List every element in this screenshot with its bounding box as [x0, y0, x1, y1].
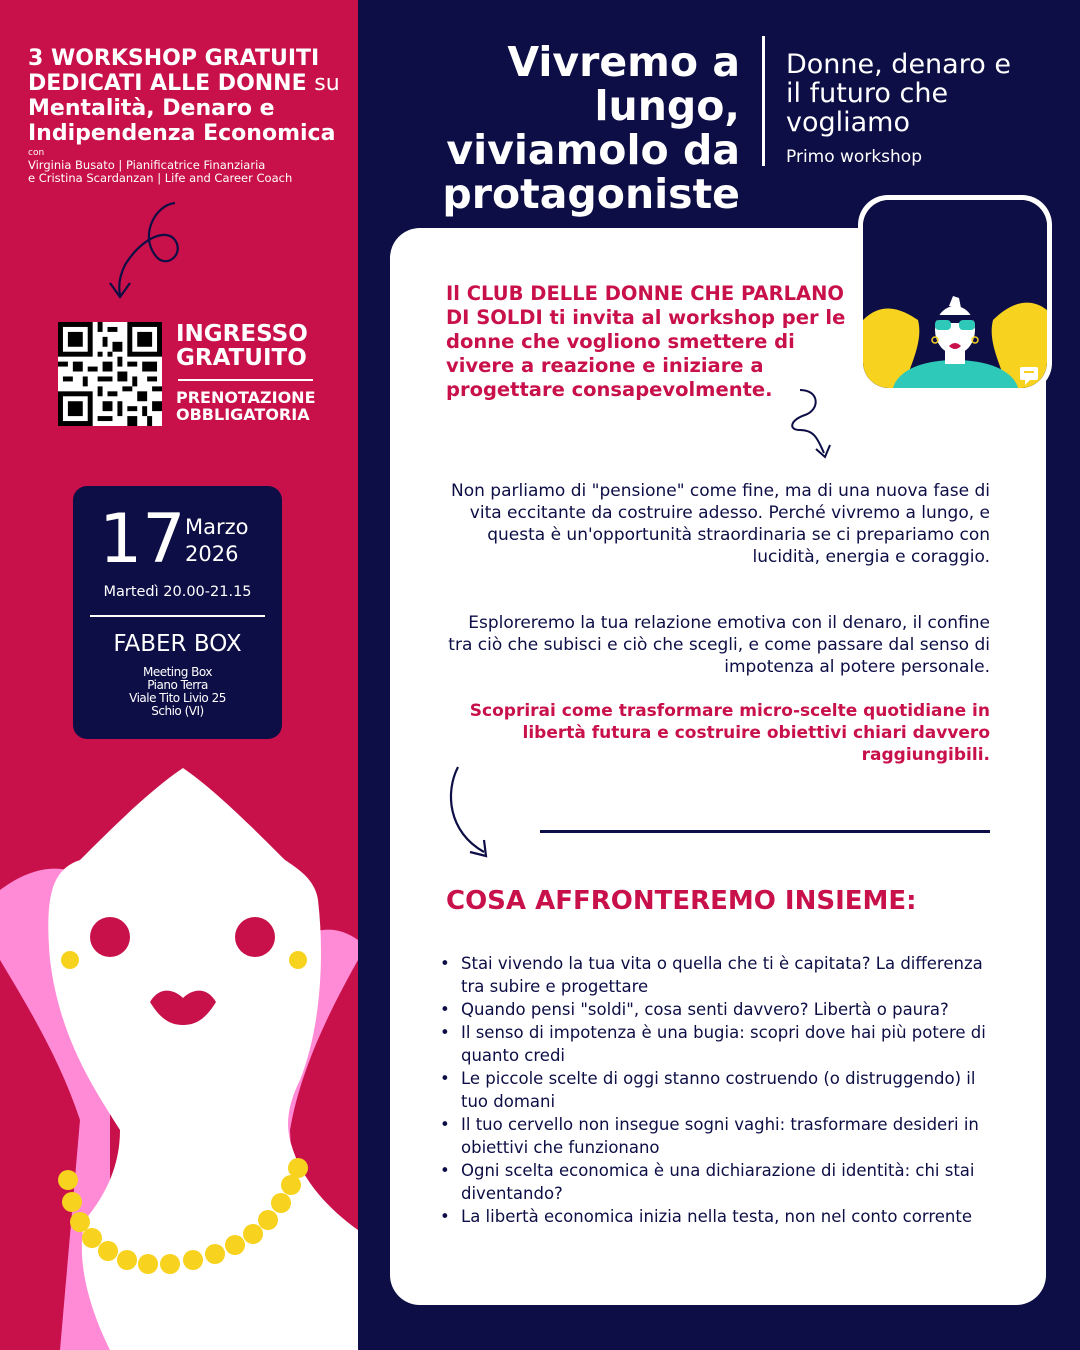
subtitle — [786, 50, 1046, 137]
event-address — [73, 666, 282, 718]
left-heading — [28, 46, 348, 185]
chat-icon — [1017, 362, 1043, 388]
arrow-curly-icon — [100, 195, 190, 305]
ingresso-divider — [178, 379, 313, 381]
arrow-curve-icon — [440, 762, 500, 862]
address-line: Schio (VI) — [151, 704, 204, 718]
paragraph-1: Non parliamo di "pensione" come fine, ma di una nuova fase di vita eccitante da costruire adesso. Perché vivremo a lungo, e questa è un'opportunità straordinaria se ci prepariamo con lucidità, energia e coraggio. — [451, 481, 990, 567]
topics-list — [440, 952, 1000, 1228]
qr-code[interactable] — [58, 322, 162, 426]
list-item: • Quando pensi "soldi", cosa senti davvero? Libertà o paura? — [440, 998, 1000, 1021]
section-divider — [540, 830, 990, 833]
event-day: 17 — [99, 500, 186, 579]
host2: e Cristina Scardanzan | Life and Career Coach — [28, 171, 293, 185]
ingresso-block — [176, 322, 336, 423]
arrow-curly-icon — [780, 385, 840, 465]
list-item: • La libertà economica inizia nella testa, non nel conto corrente — [440, 1205, 1000, 1228]
event-year: 2026 — [185, 542, 239, 566]
list-item: • Stai vivendo la tua vita o quella che ti è capitata? La differenza tra subire e progettare — [440, 952, 1000, 998]
subtitle-line: Donne, denaro e — [786, 49, 1011, 80]
event-date-box — [73, 486, 282, 739]
title-line: viviamolo da — [446, 126, 740, 174]
title-line: protagoniste — [442, 170, 740, 218]
address-line: Piano Terra — [147, 678, 208, 692]
list-item: • Il senso di impotenza è una bugia: scopri dove hai più potere di quanto credi — [440, 1021, 1000, 1067]
heading-part1: 3 WORKSHOP GRATUITI DEDICATI ALLE DONNE — [28, 46, 320, 96]
event-month: Marzo — [185, 515, 249, 539]
list-item: • Le piccole scelte di oggi stanno costruendo (o distruggendo) il tuo domani — [440, 1067, 1000, 1113]
heading-su: su — [314, 71, 340, 96]
address-line: Meeting Box — [142, 665, 212, 679]
main-title — [388, 40, 740, 216]
event-venue: FABER BOX — [113, 631, 242, 657]
paragraph-2: Esploreremo la tua relazione emotiva con il denaro, il confine tra ciò che subisci e ciò che scegli, e come passare dal senso di impotenza al potere personale. — [448, 613, 990, 677]
ingresso-line2: GRATUITO — [176, 345, 307, 371]
list-item: • Ogni scelta economica è una dichiarazione di identità: chi stai diventando? — [440, 1159, 1000, 1205]
paragraph-3: Scoprirai come trasformare micro-scelte quotidiane in libertà futura e costruire obiettivi chiari davvero raggiungibili. — [469, 701, 990, 765]
subtitle-line: vogliamo — [786, 107, 911, 138]
event-month-year — [185, 514, 249, 568]
date-divider — [90, 615, 265, 617]
section-title: COSA AFFRONTEREMO INSIEME: — [446, 886, 917, 916]
subtitle-line: il futuro che — [786, 78, 949, 109]
prenotazione-line2: OBBLIGATORIA — [176, 405, 310, 424]
list-item: • Il tuo cervello non insegue sogni vaghi: trasformare desideri in obiettivi che funzionano — [440, 1113, 1000, 1159]
avatar-illustration — [863, 200, 1047, 388]
host1: Virginia Busato | Pianificatrice Finanziaria — [28, 158, 266, 172]
workshop-label: Primo workshop — [786, 147, 922, 167]
address-line: Viale Tito Livio 25 — [129, 691, 226, 705]
event-time: Martedì 20.00-21.15 — [103, 584, 252, 600]
intro-text: Il CLUB DELLE DONNE CHE PARLANO DI SOLDI ti invita al workshop per le donne che vogliono smettere di vivere a reazione e iniziare a progettare consapevolmente. — [446, 282, 846, 401]
title-line: Vivremo a lungo, — [507, 38, 740, 130]
header-divider — [762, 36, 765, 166]
heading-part2: Mentalità, Denaro e Indipendenza Economica — [28, 96, 336, 146]
ingresso-line1: INGRESSO — [176, 321, 308, 347]
con-label: con — [28, 148, 45, 158]
prenotazione-line1: PRENOTAZIONE — [176, 388, 316, 407]
